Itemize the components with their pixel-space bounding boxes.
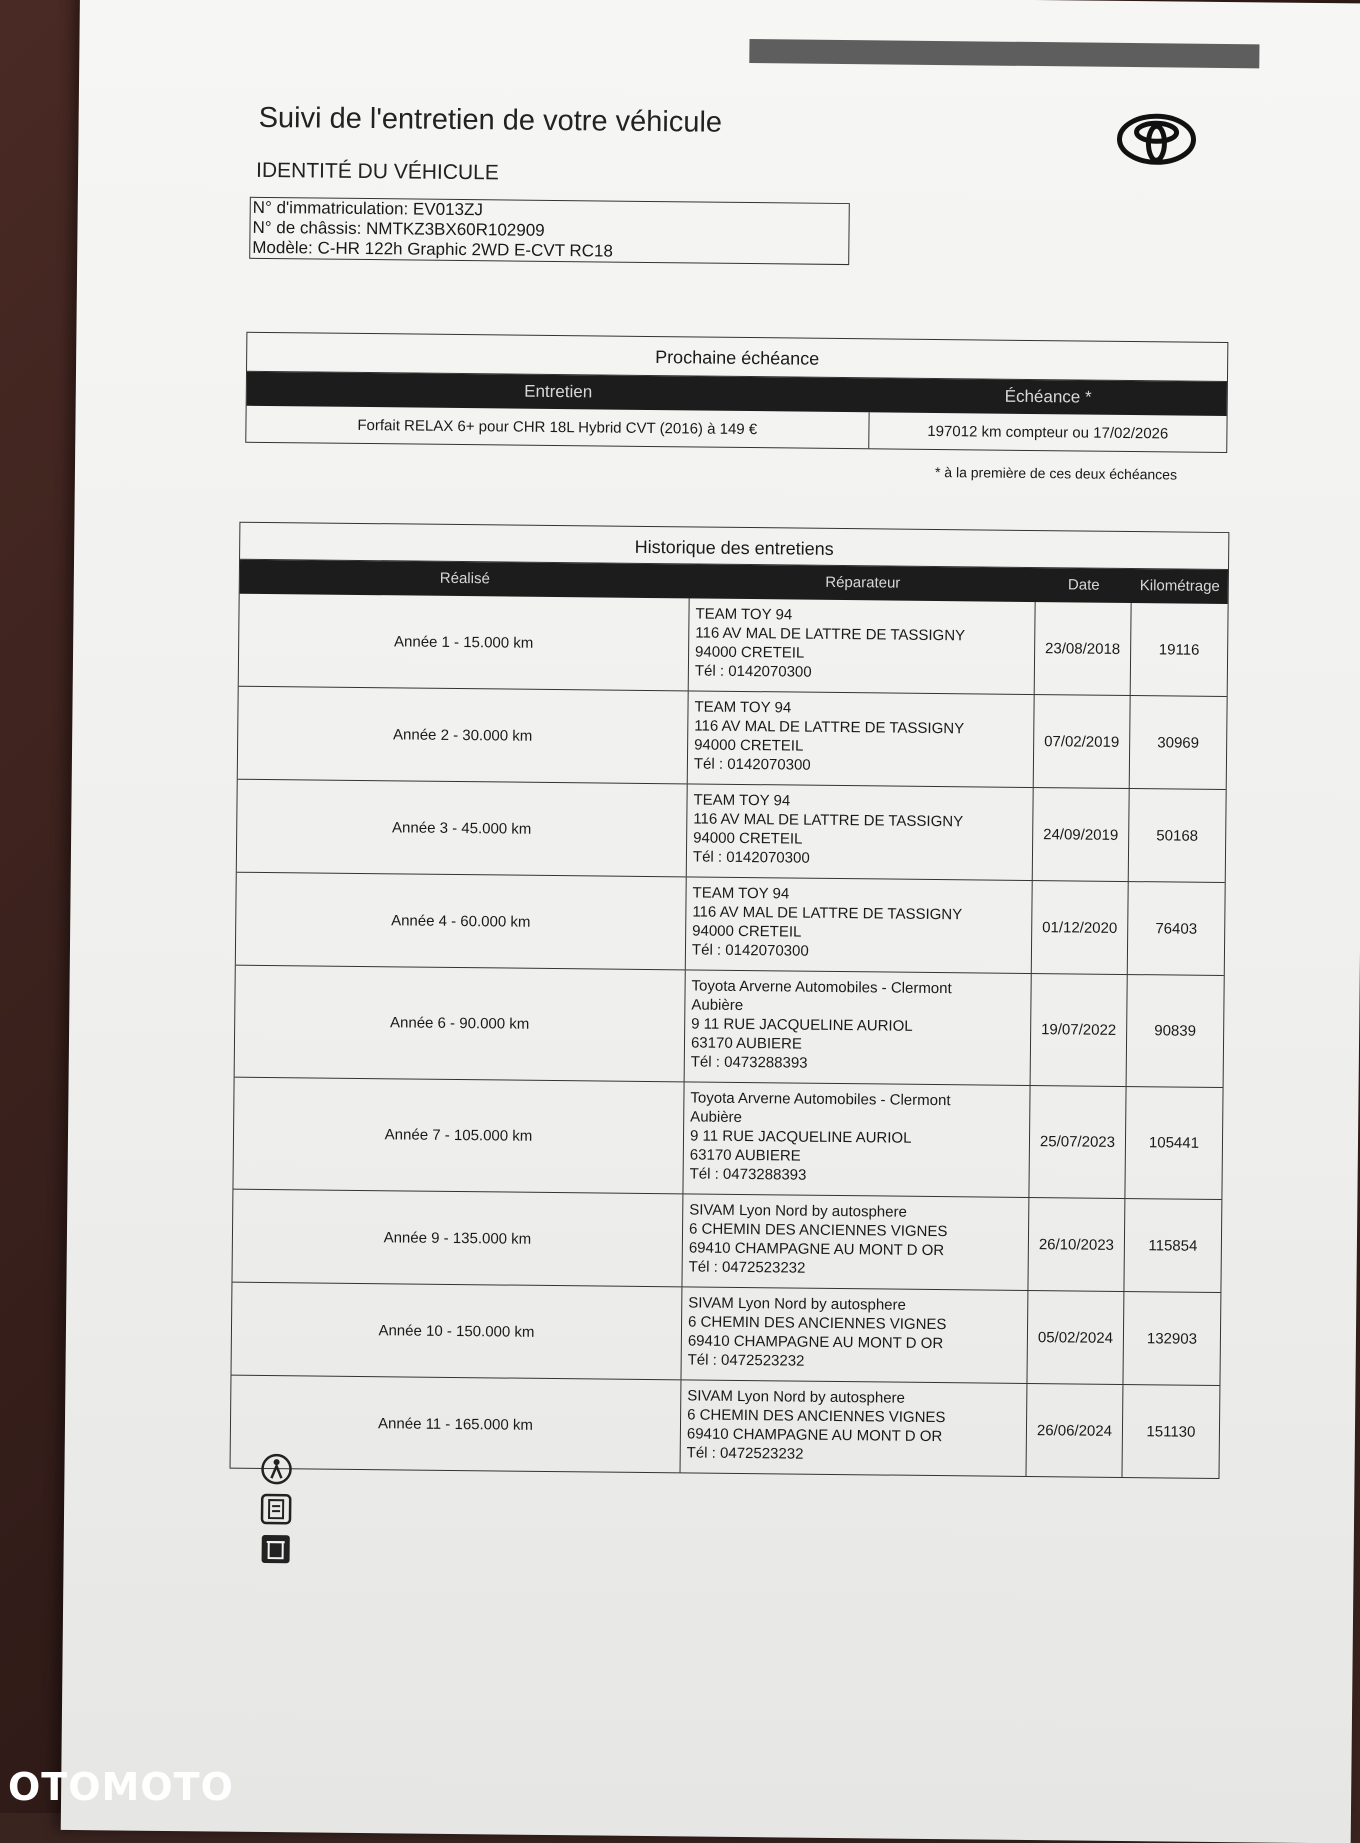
page-title: Suivi de l'entretien de votre véhicule [258, 102, 722, 140]
cell-realise: Année 3 - 45.000 km [237, 780, 688, 877]
reparateur-line: Tél : 0473288393 [690, 1164, 807, 1184]
bin-icon [259, 1532, 293, 1566]
cell-kilometrage: 132903 [1123, 1292, 1220, 1385]
reparateur-line: 9 11 RUE JACQUELINE AURIOL [690, 1126, 912, 1147]
cell-realise: Année 7 - 105.000 km [233, 1078, 684, 1194]
reparateur-line: Aubière [690, 1107, 742, 1127]
reparateur-line: 6 CHEMIN DES ANCIENNES VIGNES [687, 1405, 946, 1427]
cell-reparateur [682, 1194, 1029, 1290]
document-sheet [61, 0, 1360, 1843]
next-service-title: Prochaine échéance [247, 333, 1227, 382]
reparateur-line: Tél : 0142070300 [692, 940, 809, 960]
history-title: Historique des entretiens [240, 523, 1228, 570]
history-rows [231, 594, 1228, 1478]
reparateur-line: Tél : 0142070300 [693, 847, 810, 867]
reparateur-line: Aubière [691, 995, 743, 1015]
reparateur-line: SIVAM Lyon Nord by autosphere [689, 1200, 907, 1221]
cell-kilometrage: 90839 [1127, 975, 1224, 1087]
reparateur-line: 94000 CRETEIL [695, 642, 804, 662]
reparateur-line: TEAM TOY 94 [695, 604, 792, 624]
vehicle-identity-heading: IDENTITÉ DU VÉHICULE [256, 159, 499, 186]
cell-kilometrage: 105441 [1125, 1087, 1222, 1199]
cell-date: 07/02/2019 [1034, 695, 1131, 788]
document-icon [259, 1492, 293, 1526]
reparateur-line: Tél : 0142070300 [694, 754, 811, 774]
table-row [233, 1078, 1222, 1200]
reparateur-line: Toyota Arverne Automobiles - Clermont [692, 976, 952, 998]
cell-realise: Année 6 - 90.000 km [235, 966, 686, 1082]
reparateur-line: SIVAM Lyon Nord by autosphere [687, 1386, 905, 1407]
reparateur-line: 69410 CHAMPAGNE AU MONT D OR [688, 1331, 944, 1353]
reparateur-line: Tél : 0472523232 [689, 1257, 806, 1277]
history-table [230, 522, 1230, 1479]
header-kilometrage: Kilométrage [1132, 569, 1228, 604]
recycle-person-icon [259, 1452, 293, 1486]
reparateur-line: Tél : 0142070300 [695, 661, 812, 681]
cell-date: 26/06/2024 [1026, 1384, 1123, 1477]
cell-reparateur [685, 970, 1032, 1085]
cell-kilometrage: 115854 [1124, 1199, 1221, 1292]
table-row [236, 873, 1225, 976]
cell-reparateur [683, 1082, 1030, 1197]
toyota-logo-icon [1116, 113, 1197, 166]
deadline-note: * à la première de ces deux échéances [935, 464, 1177, 483]
cell-kilometrage: 151130 [1122, 1385, 1219, 1478]
cell-reparateur [688, 691, 1035, 787]
table-row [231, 1376, 1220, 1478]
cell-date: 24/09/2019 [1033, 788, 1130, 881]
next-service-entretien: Forfait RELAX 6+ pour CHR 18L Hybrid CVT (2016) à 149 € [246, 406, 869, 449]
reparateur-line: Toyota Arverne Automobiles - Clermont [690, 1088, 950, 1110]
cell-date: 05/02/2024 [1027, 1291, 1124, 1384]
reparateur-line: 94000 CRETEIL [692, 921, 801, 941]
table-row [237, 780, 1226, 883]
reparateur-line: 63170 AUBIERE [691, 1033, 802, 1053]
cell-kilometrage: 76403 [1128, 882, 1225, 975]
otomoto-watermark: OTOMOTO [8, 1765, 234, 1809]
cell-date: 01/12/2020 [1032, 881, 1129, 974]
cell-realise: Année 10 - 150.000 km [232, 1283, 683, 1380]
cell-date: 23/08/2018 [1035, 602, 1132, 695]
side-icons [258, 1452, 299, 1572]
reparateur-line: 63170 AUBIERE [690, 1145, 801, 1165]
table-row [231, 1283, 1220, 1386]
cell-kilometrage: 19116 [1131, 603, 1228, 696]
reparateur-line: TEAM TOY 94 [693, 790, 790, 810]
header-echeance: Échéance * [869, 378, 1227, 416]
cell-date: 25/07/2023 [1029, 1086, 1126, 1198]
reparateur-line: 6 CHEMIN DES ANCIENNES VIGNES [688, 1312, 947, 1334]
cell-reparateur [689, 598, 1036, 694]
cell-realise: Année 11 - 165.000 km [231, 1376, 682, 1473]
header-date: Date [1036, 568, 1132, 603]
next-service-echeance: 197012 km compteur ou 17/02/2026 [869, 412, 1227, 452]
cell-kilometrage: 50168 [1129, 789, 1226, 882]
cell-realise: Année 2 - 30.000 km [238, 687, 689, 784]
cell-date: 26/10/2023 [1028, 1198, 1125, 1291]
header-reparateur: Réparateur [690, 564, 1036, 602]
next-service-table [245, 332, 1228, 453]
table-row [232, 1190, 1221, 1293]
model: Modèle: C-HR 122h Graphic 2WD E-CVT RC18 [252, 238, 846, 264]
cell-reparateur [686, 877, 1033, 973]
reparateur-line: 116 AV MAL DE LATTRE DE TASSIGNY [693, 809, 963, 831]
cell-realise: Année 4 - 60.000 km [236, 873, 687, 970]
cell-date: 19/07/2022 [1031, 974, 1128, 1086]
reparateur-line: 94000 CRETEIL [693, 828, 802, 848]
table-row [238, 687, 1227, 790]
reparateur-line: 116 AV MAL DE LATTRE DE TASSIGNY [695, 623, 965, 645]
reparateur-line: 69410 CHAMPAGNE AU MONT D OR [689, 1238, 945, 1260]
cell-reparateur [681, 1380, 1028, 1476]
cell-reparateur [687, 784, 1034, 880]
reparateur-line: 116 AV MAL DE LATTRE DE TASSIGNY [692, 902, 962, 924]
cell-realise: Année 1 - 15.000 km [239, 594, 690, 691]
header-entretien: Entretien [247, 372, 870, 413]
reparateur-line: TEAM TOY 94 [694, 697, 791, 717]
cell-kilometrage: 30969 [1130, 696, 1227, 789]
reparateur-line: 94000 CRETEIL [694, 735, 803, 755]
reparateur-line: Tél : 0472523232 [688, 1350, 805, 1370]
cell-reparateur [681, 1287, 1028, 1383]
table-row [239, 594, 1228, 697]
cell-realise: Année 9 - 135.000 km [232, 1190, 683, 1287]
reparateur-line: TEAM TOY 94 [692, 883, 789, 903]
chassis-number: N° de châssis: NMTKZ3BX60R102909 [252, 218, 846, 244]
registration-number: N° d'immatriculation: EV013ZJ [253, 198, 847, 224]
reparateur-line: Tél : 0472523232 [687, 1443, 804, 1463]
reparateur-line: 9 11 RUE JACQUELINE AURIOL [691, 1014, 913, 1035]
reparateur-line: 6 CHEMIN DES ANCIENNES VIGNES [689, 1219, 948, 1241]
redacted-bar [749, 39, 1259, 68]
reparateur-line: 116 AV MAL DE LATTRE DE TASSIGNY [694, 716, 964, 738]
reparateur-line: Tél : 0473288393 [691, 1052, 808, 1072]
header-realise: Réalisé [240, 560, 690, 599]
table-row [235, 966, 1224, 1088]
vehicle-identity-box [249, 197, 850, 265]
reparateur-line: SIVAM Lyon Nord by autosphere [688, 1293, 906, 1314]
reparateur-line: 69410 CHAMPAGNE AU MONT D OR [687, 1424, 943, 1446]
